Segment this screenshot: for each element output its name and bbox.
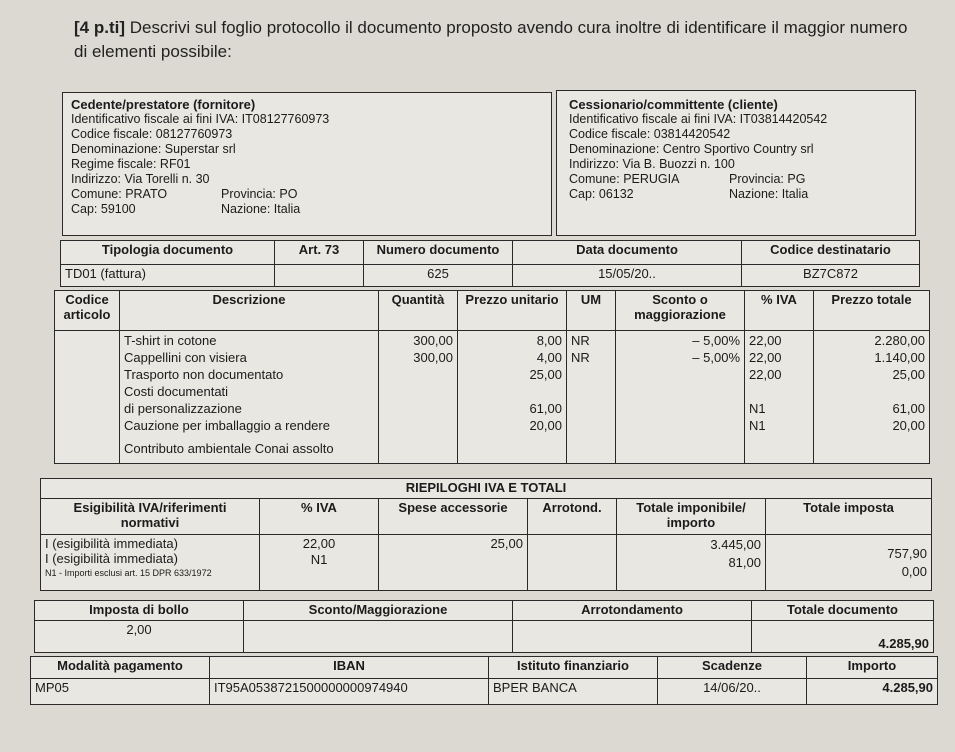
exercise-header — [74, 16, 924, 64]
item-vat: 22,00 — [749, 333, 782, 348]
seller-nation: Nazione: Italia — [221, 202, 301, 216]
bank-value: BPER BANCA — [489, 679, 658, 705]
buyer-city: Comune: PERUGIA — [569, 172, 680, 186]
item-vat: 22,00 — [749, 350, 782, 365]
buyer-title: Cessionario/committente (cliente) — [569, 97, 778, 112]
buyer-cap: Cap: 06132 — [569, 187, 634, 201]
doc-number-header: Numero documento — [364, 241, 513, 265]
art73-header: Art. 73 — [275, 241, 364, 265]
item-desc-cell — [120, 331, 379, 464]
item-price-cell — [458, 331, 567, 464]
art73-value — [275, 265, 364, 287]
total-doc-header: Totale documento — [752, 601, 934, 621]
bollo-header: Imposta di bollo — [35, 601, 244, 621]
summary-imponibile-cell — [617, 535, 766, 591]
summary-arrot-header: Arrotond. — [528, 499, 617, 535]
summary-vat-cell — [260, 535, 379, 591]
item-vat: N1 — [749, 418, 766, 433]
summary-spese-cell — [379, 535, 528, 591]
rounding-value — [513, 621, 752, 653]
summary-vat2: N1 — [310, 552, 328, 567]
seller-cap: Cap: 59100 — [71, 202, 136, 216]
item-discount: – 5,00% — [692, 350, 740, 365]
document-info-table — [60, 240, 920, 287]
buyer-name: Denominazione: Centro Sportivo Country srl — [569, 142, 814, 156]
seller-vat: Identificativo fiscale ai fini IVA: IT08127760973 — [71, 112, 330, 126]
summary-esig-note: N1 - Importi esclusi art. 15 DPR 633/1972 — [45, 568, 212, 578]
buyer-province: Provincia: PG — [729, 172, 806, 186]
item-desc: Trasporto non documentato — [124, 367, 284, 382]
doc-number-value: 625 — [364, 265, 513, 287]
summary-title: RIEPILOGHI IVA E TOTALI — [41, 479, 932, 499]
item-vat: N1 — [749, 401, 766, 416]
item-total-cell — [814, 331, 930, 464]
summary-esig2: I (esigibilità immediata) — [45, 551, 178, 566]
seller-tax-code: Codice fiscale: 08127760973 — [71, 127, 233, 141]
buyer-nation: Nazione: Italia — [729, 187, 809, 201]
item-um: NR — [571, 333, 590, 348]
seller-city: Comune: PRATO — [71, 187, 168, 201]
item-desc: Contributo ambientale Conai assolto — [124, 441, 334, 456]
item-um: NR — [571, 350, 590, 365]
item-qty: 300,00 — [413, 333, 453, 348]
summary-vat1: 22,00 — [302, 536, 336, 551]
item-total-header: Prezzo totale — [814, 291, 930, 331]
seller-regime: Regime fiscale: RF01 — [71, 157, 191, 171]
item-um-header: UM — [567, 291, 616, 331]
due-header: Scadenze — [658, 657, 807, 679]
seller-title: Cedente/prestatore (fornitore) — [71, 97, 256, 112]
item-price-header: Prezzo unitario — [458, 291, 567, 331]
seller-name: Denominazione: Superstar srl — [71, 142, 236, 156]
discount-header: Sconto/Maggiorazione — [244, 601, 513, 621]
item-price: 25,00 — [529, 367, 562, 382]
item-total: 20,00 — [892, 418, 925, 433]
seller-province: Provincia: PO — [221, 187, 298, 201]
item-qty-cell — [379, 331, 458, 464]
rounding-header: Arrotondamento — [513, 601, 752, 621]
summary-imposta-cell — [766, 535, 932, 591]
item-total: 2.280,00 — [874, 333, 925, 348]
item-discount-cell — [616, 331, 745, 464]
item-price: 20,00 — [529, 418, 562, 433]
item-discount-header: Sconto o maggiorazione — [616, 291, 745, 331]
totals-table — [34, 600, 934, 653]
payment-mode-value: MP05 — [31, 679, 210, 705]
summary-imponibile-header: Totale imponibile/ importo — [617, 499, 766, 535]
item-vat: 22,00 — [749, 367, 782, 382]
doc-type-value: TD01 (fattura) — [61, 265, 275, 287]
doc-date-value: 15/05/20.. — [513, 265, 742, 287]
item-total: 25,00 — [892, 367, 925, 382]
bank-header: Istituto finanziario — [489, 657, 658, 679]
points-label: [4 p.ti] — [74, 18, 125, 37]
seller-address: Indirizzo: Via Torelli n. 30 — [71, 172, 210, 186]
item-qty-header: Quantità — [379, 291, 458, 331]
item-vat-cell — [745, 331, 814, 464]
payment-mode-header: Modalità pagamento — [31, 657, 210, 679]
item-price: 4,00 — [536, 350, 562, 365]
items-body — [55, 331, 930, 464]
amount-value: 4.285,90 — [807, 679, 938, 705]
summary-spese: 25,00 — [490, 536, 523, 551]
item-total: 1.140,00 — [874, 350, 925, 365]
summary-imponibile1: 3.445,00 — [710, 537, 761, 552]
amount-header: Importo — [807, 657, 938, 679]
due-value: 14/06/20.. — [658, 679, 807, 705]
item-discount: – 5,00% — [692, 333, 740, 348]
item-desc: Costi documentati — [124, 384, 229, 399]
summary-esig1: I (esigibilità immediata) — [45, 536, 178, 551]
item-price: 8,00 — [536, 333, 562, 348]
doc-type-header: Tipologia documento — [61, 241, 275, 265]
item-qty: 300,00 — [413, 350, 453, 365]
item-desc: di personalizzazione — [124, 401, 242, 416]
item-desc: Cappellini con visiera — [124, 350, 247, 365]
summary-vat-header: % IVA — [260, 499, 379, 535]
item-total: 61,00 — [892, 401, 925, 416]
bollo-value: 2,00 — [35, 621, 244, 653]
seller-box — [62, 92, 552, 236]
item-price: 61,00 — [529, 401, 562, 416]
total-doc-value: 4.285,90 — [752, 621, 934, 653]
summary-esig-cell — [41, 535, 260, 591]
buyer-tax-code: Codice fiscale: 03814420542 — [569, 127, 731, 141]
buyer-vat: Identificativo fiscale ai fini IVA: IT03814420542 — [569, 112, 828, 126]
iban-value: IT95A0538721500000000974940 — [210, 679, 489, 705]
recipient-code-value: BZ7C872 — [742, 265, 920, 287]
summary-imposta2: 0,00 — [901, 564, 927, 579]
item-desc-header: Descrizione — [120, 291, 379, 331]
payment-table — [30, 656, 938, 705]
item-desc: T-shirt in cotone — [124, 333, 217, 348]
discount-value — [244, 621, 513, 653]
items-table — [54, 290, 930, 464]
summary-spese-header: Spese accessorie — [379, 499, 528, 535]
summary-imposta1: 757,90 — [887, 546, 927, 561]
item-code-cell — [55, 331, 120, 464]
iban-header: IBAN — [210, 657, 489, 679]
buyer-address: Indirizzo: Via B. Buozzi n. 100 — [569, 157, 735, 171]
item-vat-header: % IVA — [745, 291, 814, 331]
summary-imposta-header: Totale imposta — [766, 499, 932, 535]
buyer-box — [556, 90, 916, 236]
summary-arrot-cell — [528, 535, 617, 591]
summary-imponibile2: 81,00 — [728, 555, 761, 570]
doc-date-header: Data documento — [513, 241, 742, 265]
instruction-text: Descrivi sul foglio protocollo il documento proposto avendo cura inoltre di identificare il maggior numero di elementi possibile: — [74, 18, 908, 61]
vat-summary-table — [40, 478, 932, 591]
summary-esig-header: Esigibilità IVA/riferimenti normativi — [41, 499, 260, 535]
item-code-header: Codice articolo — [55, 291, 120, 331]
item-desc: Cauzione per imballaggio a rendere — [124, 418, 330, 433]
recipient-code-header: Codice destinatario — [742, 241, 920, 265]
item-um-cell — [567, 331, 616, 464]
